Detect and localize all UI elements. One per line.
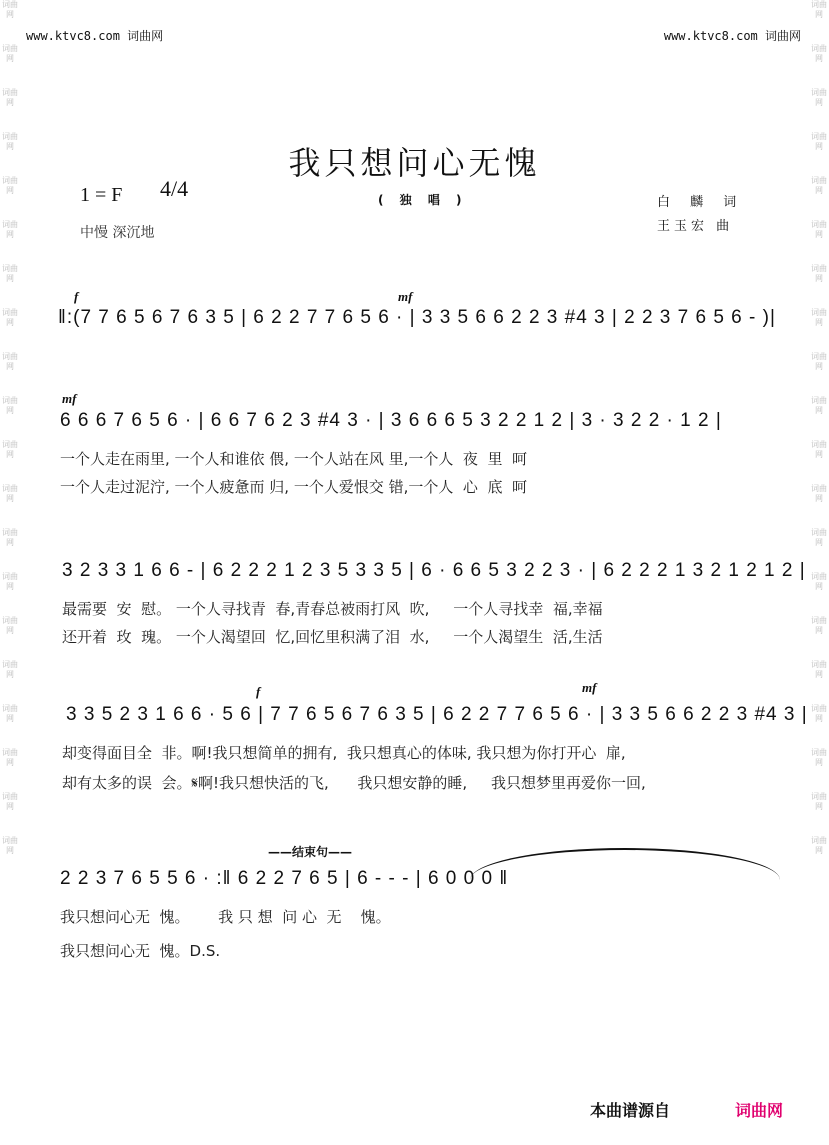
- side-watermark: 词曲网: [811, 616, 827, 635]
- lyric-verse-1: 一个人走在雨里, 一个人和谁依 偎, 一个人站在风 里,一个人 夜 里 呵: [60, 450, 527, 468]
- side-watermark: 词曲网: [2, 132, 18, 151]
- header-site-left: www.ktvc8.com 词曲网: [26, 29, 164, 43]
- side-watermark: 词曲网: [2, 660, 18, 679]
- side-watermark: 词曲网: [2, 220, 18, 239]
- brand-logo-text: 词曲网: [735, 1101, 784, 1120]
- side-watermark: 词曲网: [811, 44, 827, 63]
- song-title: 我只想问心无愧: [288, 144, 541, 182]
- lyric-verse-2: 我只想问心无 愧。D.S.: [60, 942, 221, 960]
- composer-credit: 王玉宏 曲: [657, 219, 734, 234]
- side-watermark: 词曲网: [2, 264, 18, 283]
- dynamic-marking: f: [256, 684, 261, 699]
- side-watermark: 词曲网: [2, 748, 18, 767]
- side-watermark: 词曲网: [811, 660, 827, 679]
- lyric-verse-1: 我只想问心无 愧。 我 只 想 问 心 无 愧。: [60, 908, 391, 926]
- side-watermark: 词曲网: [2, 88, 18, 107]
- time-signature: 4/4: [160, 176, 189, 201]
- side-watermark: 词曲网: [2, 352, 18, 371]
- score-notes-line: ‖:(7 7 6 5 6 7 6 3 5 | 6 2 2 7 7 6 5 6 · | 3 3 5 6 6 2 2 3 #4 3 | 2 2 3 7 6 5 6 - )|: [58, 307, 776, 328]
- side-watermark: 词曲网: [811, 176, 827, 195]
- side-watermark: 词曲网: [2, 440, 18, 459]
- side-watermark: 词曲网: [2, 44, 18, 63]
- dynamic-marking: f: [74, 289, 79, 304]
- side-watermark: 词曲网: [811, 440, 827, 459]
- side-watermark: 词曲网: [811, 836, 827, 855]
- side-watermark: 词曲网: [811, 396, 827, 415]
- side-watermark: 词曲网: [2, 484, 18, 503]
- lyric-verse-2: 一个人走过泥泞, 一个人疲惫而 归, 一个人爱恨交 错,一个人 心 底 呵: [60, 478, 527, 496]
- side-watermark: 词曲网: [811, 484, 827, 503]
- score-notes-line: 3 2 3 3 1 6 6 - | 6 2 2 2 1 2 3 5 3 3 5 | 6 · 6 6 5 3 2 2 3 · | 6 2 2 2 1 3 2 1 2 1 2 |: [62, 560, 806, 581]
- side-watermark: 词曲网: [811, 88, 827, 107]
- side-watermark: 词曲网: [2, 704, 18, 723]
- score-notes-line: 3 3 5 2 3 1 6 6 · 5 6 | 7 7 6 5 6 7 6 3 5 | 6 2 2 7 7 6 5 6 · | 3 3 5 6 6 2 2 3 #4 3 |: [66, 704, 808, 725]
- tie-slur: [470, 848, 780, 880]
- side-watermark: 词曲网: [811, 220, 827, 239]
- side-watermark: 词曲网: [811, 0, 827, 19]
- score-notes-line: 2 2 3 7 6 5 5 6 · :‖ 6 2 2 7 6 5 | 6 - - - | 6 0 0 0 ‖: [60, 868, 509, 889]
- side-watermark: 词曲网: [2, 528, 18, 547]
- tempo-marking: 中慢 深沉地: [80, 225, 155, 241]
- side-watermark: 词曲网: [2, 396, 18, 415]
- performance-note: ( 独 唱 ): [378, 193, 468, 207]
- side-watermark: 词曲网: [2, 792, 18, 811]
- side-watermark: 词曲网: [811, 308, 827, 327]
- dynamic-marking: mf: [398, 289, 413, 304]
- ending-label: ——结束句——: [268, 845, 353, 859]
- key-signature: 1 = F: [80, 184, 123, 206]
- lyric-verse-1: 却变得面目全 非。啊!我只想简单的拥有, 我只想真心的体味, 我只想为你打开心 扉,: [62, 744, 626, 762]
- side-watermark: 词曲网: [811, 704, 827, 723]
- side-watermark: 词曲网: [811, 352, 827, 371]
- side-watermark: 词曲网: [811, 528, 827, 547]
- side-watermark: 词曲网: [811, 748, 827, 767]
- ending-label-text: 结束句: [292, 845, 329, 859]
- dynamic-marking: mf: [62, 391, 77, 406]
- lyric-verse-1: 最需要 安 慰。 一个人寻找青 春,青春总被雨打风 吹, 一个人寻找幸 福,幸福: [62, 600, 603, 618]
- side-watermark: 词曲网: [2, 616, 18, 635]
- side-watermark: 词曲网: [811, 132, 827, 151]
- header-site-right: www.ktvc8.com 词曲网: [663, 29, 801, 43]
- lyric-verse-2: 还开着 玫 瑰。 一个人渴望回 忆,回忆里积满了泪 水, 一个人渴望生 活,生活: [62, 628, 603, 646]
- side-watermark: 词曲网: [2, 176, 18, 195]
- side-watermark: 词曲网: [2, 0, 18, 19]
- lyric-verse-2: 却有太多的误 会。𝄋啊!我只想快活的飞, 我只想安静的睡, 我只想梦里再爱你一回,: [62, 774, 646, 792]
- lyricist-credit: 白 麟 词: [657, 195, 745, 210]
- side-watermark: 词曲网: [2, 308, 18, 327]
- side-watermark: 词曲网: [2, 836, 18, 855]
- side-watermark: 词曲网: [811, 264, 827, 283]
- dynamic-marking: mf: [582, 680, 597, 695]
- side-watermark: 词曲网: [811, 572, 827, 591]
- side-watermark: 词曲网: [811, 792, 827, 811]
- source-label: 本曲谱源自: [590, 1101, 671, 1120]
- score-notes-line: 6 6 6 7 6 5 6 · | 6 6 7 6 2 3 #4 3 · | 3 6 6 6 5 3 2 2 1 2 | 3 · 3 2 2 · 1 2 |: [60, 410, 722, 431]
- side-watermark: 词曲网: [2, 572, 18, 591]
